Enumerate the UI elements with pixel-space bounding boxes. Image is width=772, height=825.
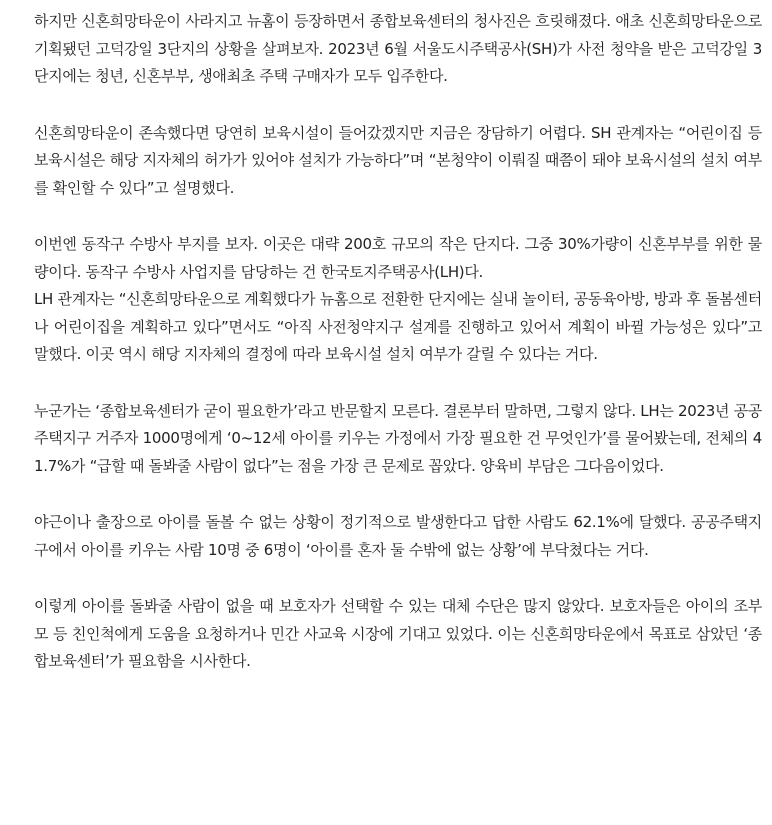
paragraph-3: 이번엔 동작구 수방사 부지를 보자. 이곳은 대략 200호 규모의 작은 단지다. 그중 30%가량이 신혼부부를 위한 물량이다. 동작구 수방사 사업지를 담당하는 건 한국토지주택공사(LH)다. xyxy=(34,235,762,281)
paragraph-5: 누군가는 ‘종합보육센터가 굳이 필요한가’라고 반문할지 모른다. 결론부터 말하면, 그렇지 않다. LH는 2023년 공공주택지구 거주자 1000명에게 ‘0~12세 아이를 키우는 가정에서 가장 필요한 건 무엇인가’를 물어봤는데, 전체의 41.7%가 “급할 때 돌봐줄 사람이 없다”는 점을 가장 큰 문제로 꼽았다. 양육비 부담은 그다음이었다. xyxy=(34,401,762,475)
paragraph-2: 신혼희망타운이 존속했다면 당연히 보육시설이 들어갔겠지만 지금은 장담하기 어렵다. SH 관계자는 “어린이집 등 보육시설은 해당 지자체의 허가가 있어야 설치가 가능하다”며 “본청약이 이뤄질 때쯤이 돼야 보육시설의 설치 여부를 확인할 수 있다”고 설명했다. xyxy=(34,123,762,197)
article-body xyxy=(34,8,762,705)
paragraph-6: 야근이나 출장으로 아이를 돌볼 수 없는 상황이 정기적으로 발생한다고 답한 사람도 62.1%에 달했다. 공공주택지구에서 아이를 키우는 사람 10명 중 6명이 ‘아이를 혼자 둘 수밖에 없는 상황’에 부닥쳤다는 거다. xyxy=(34,513,762,559)
paragraph-7: 이렇게 아이를 돌봐줄 사람이 없을 때 보호자가 선택할 수 있는 대체 수단은 많지 않았다. 보호자들은 아이의 조부모 등 친인척에게 도움을 요청하거나 민간 사교육 시장에 기대고 있었다. 이는 신혼희망타운에서 목표로 삼았던 ‘종합보육센터’가 필요함을 시사한다. xyxy=(34,597,762,670)
paragraph-4: LH 관계자는 “신혼희망타운으로 계획했다가 뉴홈으로 전환한 단지에는 실내 놀이터, 공동육아방, 방과 후 돌봄센터나 어린이집을 계획하고 있다”면서도 “아직 사전청약지구 설계를 진행하고 있어서 계획이 바뀔 가능성은 있다”고 말했다. 이곳 역시 해당 지자체의 결정에 따라 보육시설 설치 여부가 갈릴 수 있다는 거다. xyxy=(34,290,762,363)
paragraph-1: 하지만 신혼희망타운이 사라지고 뉴홈이 등장하면서 종합보육센터의 청사진은 흐릿해졌다. 애초 신혼희망타운으로 기획됐던 고덕강일 3단지의 상황을 살펴보자. 2023년 6월 서울도시주택공사(SH)가 사전 청약을 받은 고덕강일 3단지에는 청년, 신혼부부, 생애최초 주택 구매자가 모두 입주한다. xyxy=(34,12,762,85)
